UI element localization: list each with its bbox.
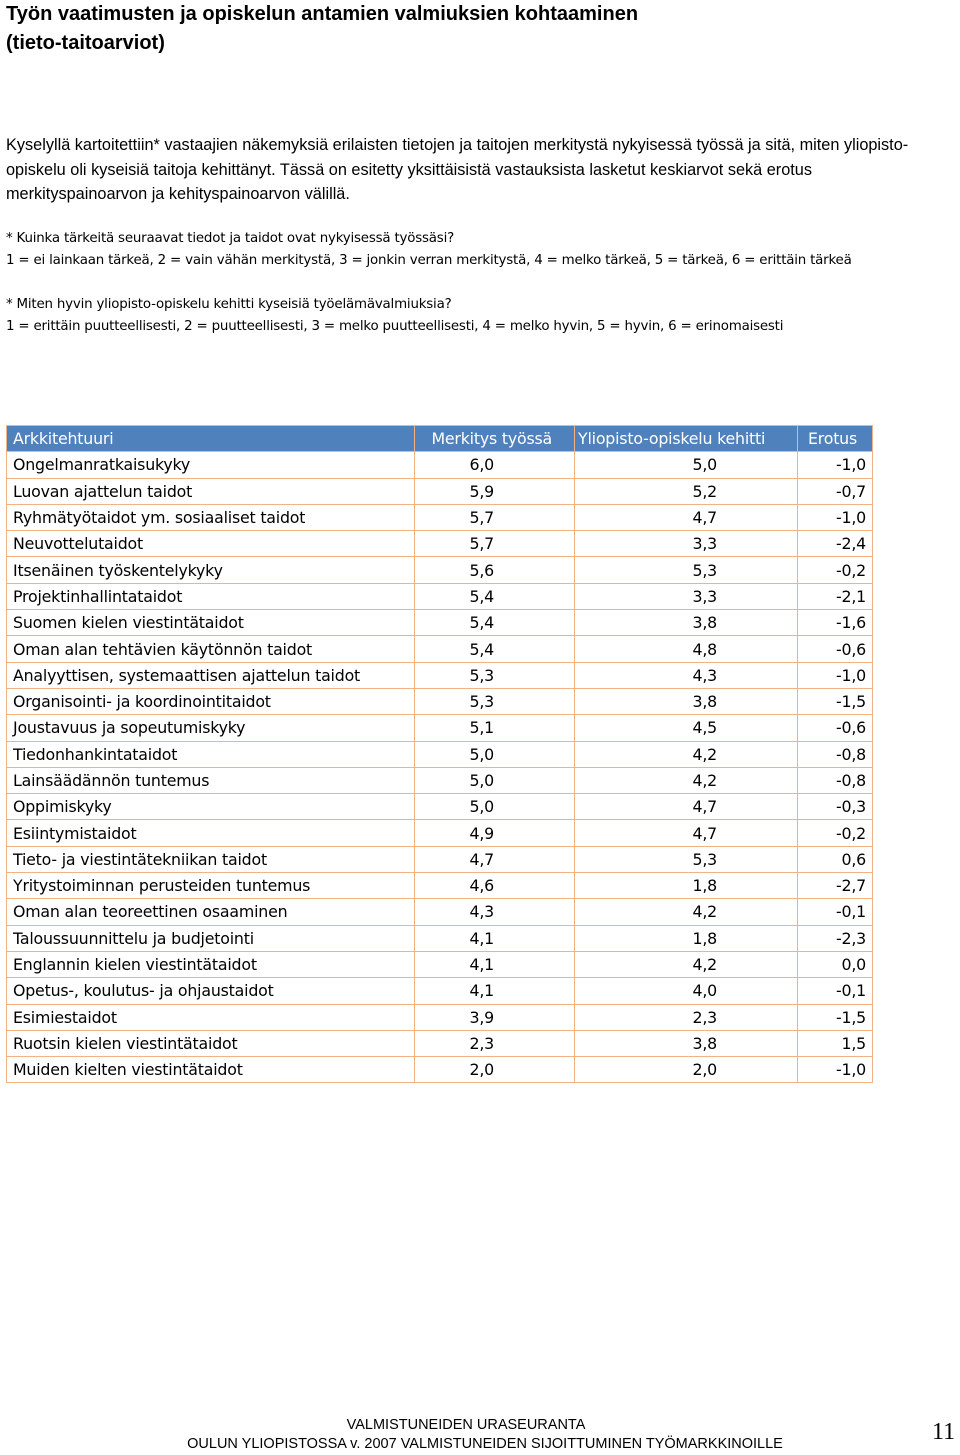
development-value-cell: 4,8 xyxy=(575,636,798,662)
table-row xyxy=(7,873,873,899)
importance-value-cell: 4,3 xyxy=(415,899,575,925)
importance-value-cell: 4,9 xyxy=(415,820,575,846)
skill-name-cell: Opetus-, koulutus- ja ohjaustaidot xyxy=(7,978,415,1004)
skill-name-cell: Tieto- ja viestintätekniikan taidot xyxy=(7,846,415,872)
importance-value-cell: 5,3 xyxy=(415,688,575,714)
table-row xyxy=(7,531,873,557)
difference-value-cell: -2,1 xyxy=(798,583,873,609)
skill-name-cell: Esimiestaidot xyxy=(7,1004,415,1030)
development-value-cell: 2,0 xyxy=(575,1057,798,1083)
difference-value-cell: -0,1 xyxy=(798,978,873,1004)
skill-name-cell: Ryhmätyötaidot ym. sosiaaliset taidot xyxy=(7,504,415,530)
table-row xyxy=(7,583,873,609)
importance-value-cell: 2,0 xyxy=(415,1057,575,1083)
skills-table xyxy=(6,425,873,1083)
difference-value-cell: -1,0 xyxy=(798,1057,873,1083)
development-value-cell: 5,0 xyxy=(575,452,798,478)
skill-name-cell: Ruotsin kielen viestintätaidot xyxy=(7,1030,415,1056)
table-row xyxy=(7,820,873,846)
footer-line-2: OULUN YLIOPISTOSSA v. 2007 VALMISTUNEIDEN SIJOITTUMINEN TYÖMARKKINOILLE xyxy=(187,1436,783,1452)
development-value-cell: 4,5 xyxy=(575,715,798,741)
importance-value-cell: 4,1 xyxy=(415,951,575,977)
difference-value-cell: -2,7 xyxy=(798,873,873,899)
importance-value-cell: 4,7 xyxy=(415,846,575,872)
importance-value-cell: 5,4 xyxy=(415,610,575,636)
table-row xyxy=(7,688,873,714)
development-value-cell: 3,8 xyxy=(575,1030,798,1056)
importance-value-cell: 5,0 xyxy=(415,767,575,793)
development-value-cell: 1,8 xyxy=(575,873,798,899)
importance-value-cell: 4,1 xyxy=(415,978,575,1004)
header-importance: Merkitys työssä xyxy=(415,426,575,452)
table-row xyxy=(7,1030,873,1056)
intro-paragraph: Kyselyllä kartoitettiin* vastaajien näkemyksiä erilaisten tietojen ja taitojen merkitystä nykyisessä työssä ja sitä, miten yliopisto-opiskelu oli kyseisiä taitoja kehittänyt. Tässä on esitetty yksittäisistä vastauksista lasketut keskiarvot sekä erotus merkityspainoarvon ja kehityspainoarvon välillä. xyxy=(6,136,909,203)
importance-value-cell: 5,7 xyxy=(415,531,575,557)
importance-value-cell: 6,0 xyxy=(415,452,575,478)
importance-value-cell: 5,7 xyxy=(415,504,575,530)
skill-name-cell: Yritystoiminnan perusteiden tuntemus xyxy=(7,873,415,899)
development-value-cell: 4,2 xyxy=(575,951,798,977)
table-row xyxy=(7,610,873,636)
skill-name-cell: Englannin kielen viestintätaidot xyxy=(7,951,415,977)
difference-value-cell: -2,4 xyxy=(798,531,873,557)
skill-name-cell: Luovan ajattelun taidot xyxy=(7,478,415,504)
importance-value-cell: 5,0 xyxy=(415,741,575,767)
development-value-cell: 4,2 xyxy=(575,767,798,793)
table-body xyxy=(7,452,873,1083)
difference-value-cell: -0,8 xyxy=(798,741,873,767)
skill-name-cell: Oman alan tehtävien käytönnön taidot xyxy=(7,636,415,662)
header-difference: Erotus xyxy=(798,426,873,452)
skill-name-cell: Oppimiskyky xyxy=(7,794,415,820)
difference-value-cell: -1,6 xyxy=(798,610,873,636)
table-row xyxy=(7,557,873,583)
difference-value-cell: -0,2 xyxy=(798,820,873,846)
difference-value-cell: -0,8 xyxy=(798,767,873,793)
development-value-cell: 5,2 xyxy=(575,478,798,504)
importance-value-cell: 4,1 xyxy=(415,925,575,951)
skill-name-cell: Muiden kielten viestintätaidot xyxy=(7,1057,415,1083)
skill-name-cell: Suomen kielen viestintätaidot xyxy=(7,610,415,636)
difference-value-cell: -0,2 xyxy=(798,557,873,583)
development-value-cell: 5,3 xyxy=(575,846,798,872)
table-row xyxy=(7,478,873,504)
difference-value-cell: -1,0 xyxy=(798,452,873,478)
table-row xyxy=(7,662,873,688)
page-title-line-2: (tieto-taitoarviot) xyxy=(6,32,165,54)
table-row xyxy=(7,504,873,530)
difference-value-cell: -0,7 xyxy=(798,478,873,504)
table-row xyxy=(7,767,873,793)
importance-value-cell: 2,3 xyxy=(415,1030,575,1056)
development-value-cell: 1,8 xyxy=(575,925,798,951)
table-row xyxy=(7,741,873,767)
importance-value-cell: 5,9 xyxy=(415,478,575,504)
skill-name-cell: Taloussuunnittelu ja budjetointi xyxy=(7,925,415,951)
difference-value-cell: 0,6 xyxy=(798,846,873,872)
difference-value-cell: 1,5 xyxy=(798,1030,873,1056)
table-header-row xyxy=(7,426,873,452)
development-value-cell: 4,2 xyxy=(575,899,798,925)
question-development-scale: 1 = erittäin puutteellisesti, 2 = puutteellisesti, 3 = melko puutteellisesti, 4 = melko hyvin, 5 = hyvin, 6 = erinomaisesti xyxy=(6,319,784,334)
skill-name-cell: Ongelmanratkaisukyky xyxy=(7,452,415,478)
development-value-cell: 4,2 xyxy=(575,741,798,767)
skill-name-cell: Neuvottelutaidot xyxy=(7,531,415,557)
page-title-line-1: Työn vaatimusten ja opiskelun antamien valmiuksien kohtaaminen xyxy=(6,3,639,25)
table-row xyxy=(7,978,873,1004)
skill-name-cell: Projektinhallintataidot xyxy=(7,583,415,609)
question-importance xyxy=(6,228,956,272)
importance-value-cell: 5,1 xyxy=(415,715,575,741)
table-row xyxy=(7,1004,873,1030)
table-row xyxy=(7,794,873,820)
development-value-cell: 3,3 xyxy=(575,583,798,609)
table-row xyxy=(7,636,873,662)
difference-value-cell: -1,0 xyxy=(798,504,873,530)
difference-value-cell: -0,3 xyxy=(798,794,873,820)
question-development xyxy=(6,294,956,338)
importance-value-cell: 5,4 xyxy=(415,583,575,609)
development-value-cell: 5,3 xyxy=(575,557,798,583)
table-row xyxy=(7,951,873,977)
question-importance-scale: 1 = ei lainkaan tärkeä, 2 = vain vähän merkitystä, 3 = jonkin verran merkitystä, 4 = melko tärkeä, 5 = tärkeä, 6 = erittäin tärkeä xyxy=(6,253,852,268)
skill-name-cell: Itsenäinen työskentelykyky xyxy=(7,557,415,583)
development-value-cell: 2,3 xyxy=(575,1004,798,1030)
difference-value-cell: -1,0 xyxy=(798,662,873,688)
skill-name-cell: Joustavuus ja sopeutumiskyky xyxy=(7,715,415,741)
importance-value-cell: 5,0 xyxy=(415,794,575,820)
header-field: Arkkitehtuuri xyxy=(7,426,415,452)
development-value-cell: 4,0 xyxy=(575,978,798,1004)
development-value-cell: 4,3 xyxy=(575,662,798,688)
importance-value-cell: 4,6 xyxy=(415,873,575,899)
skill-name-cell: Lainsäädännön tuntemus xyxy=(7,767,415,793)
difference-value-cell: -0,6 xyxy=(798,715,873,741)
table-row xyxy=(7,925,873,951)
page-title xyxy=(6,0,946,58)
development-value-cell: 4,7 xyxy=(575,794,798,820)
question-development-text: * Miten hyvin yliopisto-opiskelu kehitti kyseisiä työelämävalmiuksia? xyxy=(6,297,452,312)
table-row xyxy=(7,715,873,741)
importance-value-cell: 5,3 xyxy=(415,662,575,688)
footer-line-1: VALMISTUNEIDEN URASEURANTA xyxy=(346,1417,586,1433)
skill-name-cell: Esiintymistaidot xyxy=(7,820,415,846)
development-value-cell: 3,8 xyxy=(575,688,798,714)
question-importance-text: * Kuinka tärkeitä seuraavat tiedot ja taidot ovat nykyisessä työssäsi? xyxy=(6,231,454,246)
importance-value-cell: 3,9 xyxy=(415,1004,575,1030)
difference-value-cell: -1,5 xyxy=(798,688,873,714)
skill-name-cell: Organisointi- ja koordinointitaidot xyxy=(7,688,415,714)
skill-name-cell: Analyyttisen, systemaattisen ajattelun taidot xyxy=(7,662,415,688)
table-row xyxy=(7,899,873,925)
table-row xyxy=(7,846,873,872)
difference-value-cell: -0,1 xyxy=(798,899,873,925)
skill-name-cell: Tiedonhankintataidot xyxy=(7,741,415,767)
importance-value-cell: 5,4 xyxy=(415,636,575,662)
development-value-cell: 3,8 xyxy=(575,610,798,636)
skill-name-cell: Oman alan teoreettinen osaaminen xyxy=(7,899,415,925)
header-development: Yliopisto-opiskelu kehitti xyxy=(575,426,798,452)
development-value-cell: 4,7 xyxy=(575,504,798,530)
difference-value-cell: -2,3 xyxy=(798,925,873,951)
difference-value-cell: -1,5 xyxy=(798,1004,873,1030)
table-row xyxy=(7,1057,873,1083)
importance-value-cell: 5,6 xyxy=(415,557,575,583)
development-value-cell: 4,7 xyxy=(575,820,798,846)
page-number: 11 xyxy=(932,1419,956,1445)
difference-value-cell: 0,0 xyxy=(798,951,873,977)
table-row xyxy=(7,452,873,478)
development-value-cell: 3,3 xyxy=(575,531,798,557)
difference-value-cell: -0,6 xyxy=(798,636,873,662)
